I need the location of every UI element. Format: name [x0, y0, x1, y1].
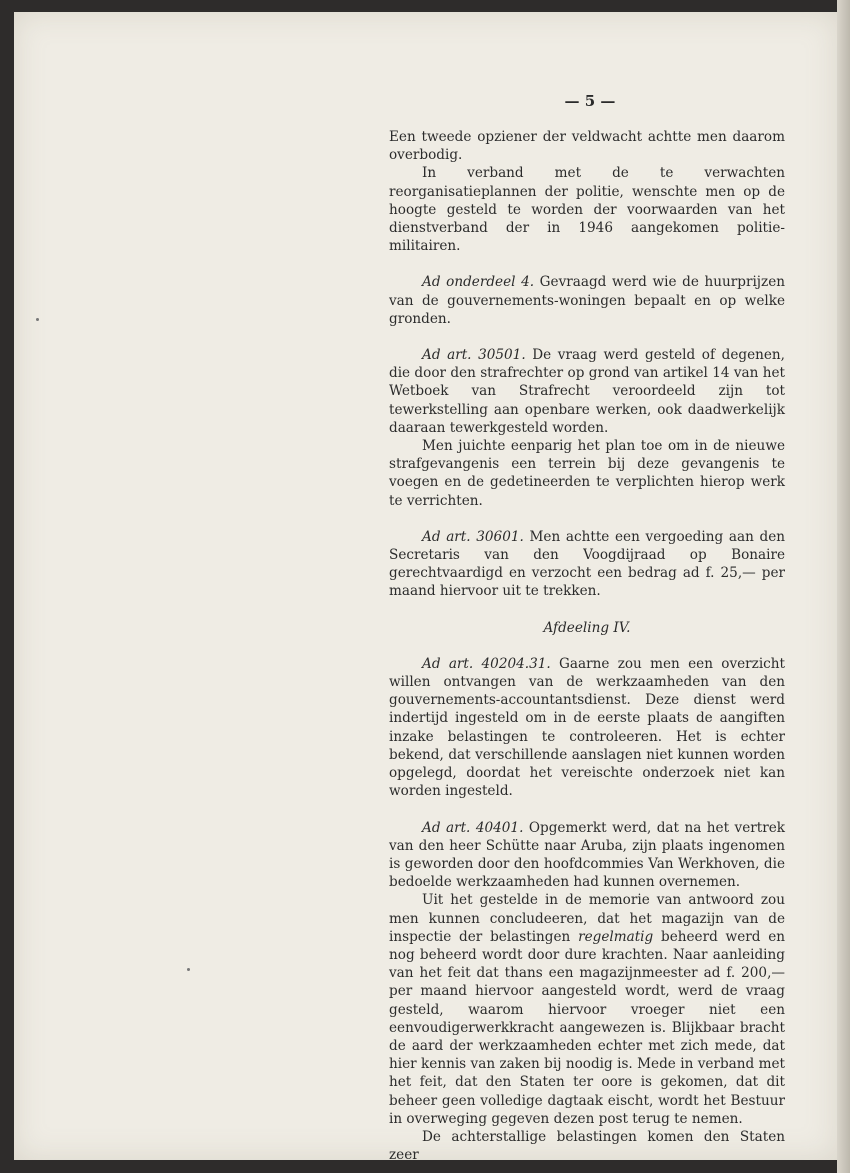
- paragraph-lead: Ad onderdeel 4.: [422, 274, 535, 291]
- paragraph-body: Gevraagd werd wie de huurprijzen van de gouvernements-woningen bepaalt en op welke gronden.: [389, 274, 785, 327]
- paragraph-body: De vraag werd gesteld of degenen, die door den strafrechter op grond van artikel 14 van het Wetboek van Strafrecht veroordeeld zijn tot tewerkstelling aan openbare werken, ook daadwerkelijk daaraan tewerkgesteld worden.: [389, 347, 785, 436]
- paragraph-ad-art-40401: [389, 819, 785, 892]
- paragraph-last: De achterstallige belastingen komen den Staten zeer: [389, 1128, 785, 1164]
- paragraph-lead: Ad art. 40401.: [422, 819, 524, 836]
- paragraph: In verband met de te verwachten reorganisatieplannen der politie, wenschte men op de hoogte gesteld te worden der voorwaarden van het dienstverband der in 1946 aangekomen politie-militairen.: [389, 165, 785, 255]
- paragraph-ad-art-30601: [389, 528, 785, 601]
- paragraph-body: Opgemerkt werd, dat na het vertrek van den heer Schütte naar Aruba, zijn plaats ingenomen is geworden door den hoofdcommies Van Werkhoven, die bedoelde werkzaamheden had kunnen overnemen.: [389, 819, 785, 891]
- page-edge: [837, 0, 850, 1173]
- text-column: [389, 128, 785, 1164]
- paragraph-ad-art-40204-31: [389, 655, 785, 801]
- paragraph-body: Men achtte een vergoeding aan den Secretaris van den Voogdijraad op Bonaire gerechtvaardigd en verzocht een bedrag ad f. 25,— per maand hiervoor uit te trekken.: [389, 528, 785, 600]
- paragraph: Een tweede opziener der veldwacht achtte men daarom overbodig.: [389, 129, 785, 164]
- paragraph-body: Gaarne zou men een overzicht willen ontvangen van de werkzaamheden van den gouvernements-accountantsdienst. Deze dienst werd indertijd ingesteld om in de eerste plaats de aangiften inzake belastingen te controleeren. Het is echter bekend, dat verschillende aanslagen niet kunnen worden opgelegd, doordat het vereischte onderzoek niet kan worden ingesteld.: [389, 655, 786, 800]
- paragraph: [389, 891, 785, 1128]
- paragraph-lead: Ad art. 30601.: [422, 528, 524, 545]
- section-heading: Afdeeling IV.: [543, 619, 631, 636]
- paragraph: Men juichte eenparig het plan toe om in de nieuwe strafgevangenis een terrein bij deze gevangenis te voegen en de gedetineerden te verplichten hierop werk te verrichten.: [389, 438, 785, 509]
- paragraph-lead: Ad art. 40204.31.: [422, 655, 551, 672]
- paragraph-ad-art-30501: [389, 346, 785, 437]
- paragraph-ad-onderdeel-4: [389, 273, 785, 328]
- speck: [187, 968, 190, 971]
- paragraph-body: beheerd werd en nog beheerd wordt door dure krachten. Naar aanleiding van het feit dat thans een magazijnmeester ad f. 200,— per maand hiervoor aangesteld wordt, werd de vraag gesteld, waarom hiervoor vroeger niet een eenvoudigerwerkkracht aangewezen is. Blijkbaar bracht de aard der werkzaamheden echter met zich mede, dat hier kennis van zaken bij noodig is. Mede in verband met het feit, dat den Staten ter oore is gekomen, dat dit beheer geen volledige dagtaak eischt, wordt het Bestuur in overweging gegeven dezen post terug te nemen.: [389, 928, 785, 1127]
- emphasis: regelmatig: [578, 928, 654, 945]
- page-number: — 5 —: [564, 92, 616, 110]
- paragraph-pre: Uit het gestelde in de memorie van antwoord zou men kunnen concludeeren, dat het magazijn van de inspectie der belastingen: [389, 892, 785, 945]
- speck: [36, 318, 39, 321]
- paragraph-lead: Ad art. 30501.: [422, 347, 526, 364]
